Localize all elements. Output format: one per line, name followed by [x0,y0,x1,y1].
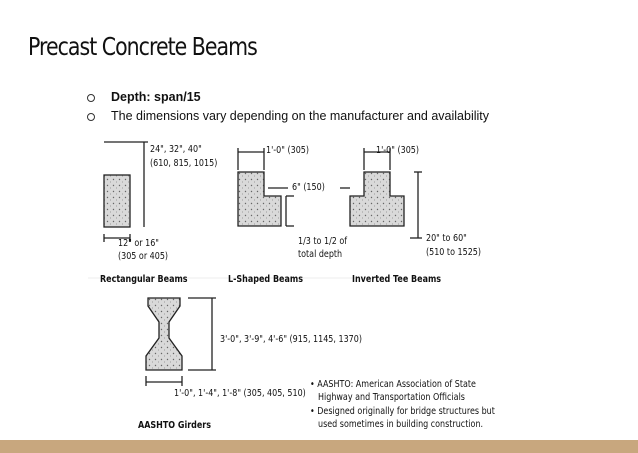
girder-caption: AASHTO Girders [138,420,211,431]
girder-depth-label: 3'-0", 3'-9", 4'-6" (915, 1145, 1370) [220,334,362,345]
bullet-list [86,88,489,126]
rectangular-beam [104,142,148,242]
note-design-line-2: used sometimes in building construction. [318,419,484,430]
note-design-line-1: • Designed originally for bridge structures but [310,406,495,417]
girder-width-label: 1'-0", 1'-4", 1'-8" (305, 405, 510) [174,388,306,399]
t-depth-label: 20" to 60" [426,233,467,244]
beam-diagram [88,130,508,438]
t-caption: Inverted Tee Beams [352,274,442,285]
l-depth-label-1: 1/3 to 1/2 of [298,236,348,247]
slide-title: Precast Concrete Beams [28,32,257,61]
l-depth-label-2: total depth [298,249,343,260]
aashto-girder [146,298,216,386]
l-shaped-beam [238,148,294,226]
rect-width-mm-label: (305 or 405) [118,251,169,262]
rect-depth-mm-label: (610, 815, 1015) [150,158,218,169]
l-top-label: 1'-0" (305) [266,145,309,156]
rect-depth-label: 24", 32", 40" [150,144,202,155]
inverted-tee-beam [340,148,422,238]
note-aashto-text-1: AASHTO: American Association of State [317,379,476,390]
l-ledge-label: 6" (150) [292,182,325,193]
note-aashto-line-1: • AASHTO: American Association of State [310,379,476,390]
bullet-dimensions: The dimensions vary depending on the manufacturer and availability [86,107,489,126]
bullet-depth: Depth: span/15 [86,88,489,107]
rect-caption: Rectangular Beams [100,274,188,285]
note-design-text-1: Designed originally for bridge structures but [317,406,495,417]
t-depth-mm-label: (510 to 1525) [426,247,481,258]
note-aashto-line-2: Highway and Transportation Officials [318,392,465,403]
rect-width-label: 12" or 16" [118,238,159,249]
t-top-label: 1'-0" (305) [376,145,419,156]
bottom-accent-bar [0,440,638,453]
l-caption: L-Shaped Beams [228,274,303,285]
